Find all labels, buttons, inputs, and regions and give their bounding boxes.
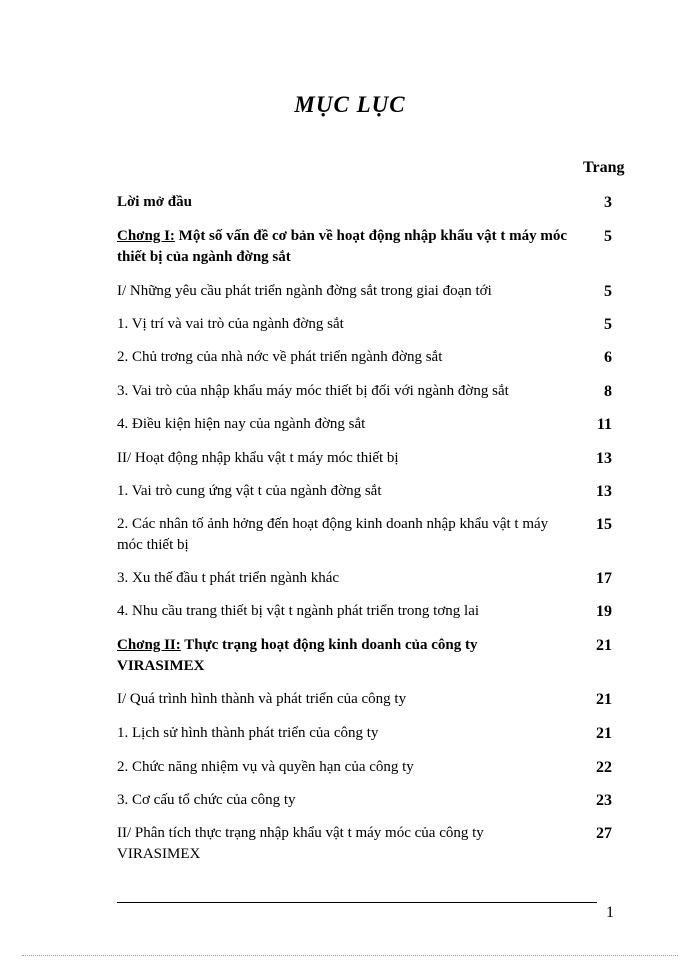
toc-entry-page: 3 [604,194,612,211]
toc-entry-page: 21 [596,637,612,654]
toc-entry-page: 13 [596,483,612,500]
toc-entry-text [117,226,567,268]
toc-entry [117,448,612,469]
chapter-title: Thực trạng hoạt động kinh doanh của công ty VIRASIMEX [117,637,478,674]
toc-entry-text: II/ Phân tích thực trạng nhập khẩu vật t máy móc của công ty VIRASIMEX [117,825,484,862]
toc-entry-page: 8 [604,383,612,400]
toc-entry [117,314,612,335]
toc-entry [117,723,612,744]
page-bottom-border [22,955,678,956]
toc-entry-page: 13 [596,450,612,467]
toc-entry [117,481,612,502]
chapter-label: Chơng II: [117,637,181,653]
toc-entry-page: 27 [596,825,612,842]
chapter-title: Một số vấn đề cơ bản về hoạt động nhập khẩu vật t máy móc thiết bị của ngành đờng sắt [117,228,568,265]
toc-entry-page: 11 [596,416,612,433]
toc-entry-text: 2. Chức năng nhiệm vụ và quyền hạn của công ty [117,759,414,775]
toc-chapter-entry [117,635,612,677]
toc-entry-text: II/ Hoạt động nhập khẩu vật t máy móc thiết bị [117,450,399,466]
toc-entry-page: 6 [604,349,612,366]
toc-entry-text: 2. Các nhân tố ảnh hởng đến hoạt động kinh doanh nhập khẩu vật t máy móc thiết bị [117,516,549,553]
toc-entry-page: 15 [596,516,612,533]
toc-entry-page: 21 [596,691,612,708]
toc-entry-page: 5 [604,316,612,333]
toc-entry-text: 3. Vai trò của nhập khẩu máy móc thiết bị đối với ngành đờng sắt [117,383,509,399]
toc-entry-page: 23 [596,792,612,809]
toc-entry-page: 5 [604,228,612,245]
toc-entry-text: I/ Những yêu cầu phát triển ngành đờng sắt trong giai đoạn tới [117,283,492,299]
toc-entry-page: 17 [596,570,612,587]
toc-entry [117,823,612,865]
toc-entry-text: 1. Vị trí và vai trò của ngành đờng sắt [117,316,344,332]
toc-entry-text: 1. Lịch sử hình thành phát triển của công ty [117,725,379,741]
toc-entry [117,381,612,402]
toc-entry [117,790,612,811]
toc-entry [117,601,612,622]
toc-entry [117,757,612,778]
toc-entry-page: 21 [596,725,612,742]
footer-divider [117,902,597,903]
toc-entry [117,689,612,710]
page-column-header: Trang [583,159,625,176]
toc-entry-page: 5 [604,283,612,300]
toc-entry [117,347,612,368]
chapter-label: Chơng I: [117,228,175,244]
toc-entry-page: 22 [596,759,612,776]
footer-page-number: 1 [606,904,614,921]
toc-entry [117,568,612,589]
toc-entry-text: 3. Cơ cấu tổ chức của công ty [117,792,296,808]
toc-entry [117,514,612,556]
toc-chapter-entry [117,226,612,268]
toc-entry [117,281,612,302]
toc-entry-text: 1. Vai trò cung ứng vật t của ngành đờng sắt [117,483,382,499]
page-title: MỤC LỤC [294,92,406,117]
toc-entry [117,414,612,435]
toc-entry-text: I/ Quá trình hình thành và phát triển của công ty [117,691,407,707]
toc-entry [117,192,612,213]
toc-entry-text: 4. Điều kiện hiện nay của ngành đờng sắt [117,416,366,432]
toc-entry-text: 3. Xu thế đầu t phát triển ngành khác [117,570,340,586]
toc-entry-text: Lời mở đầu [117,194,192,210]
toc-entry-text: 4. Nhu cầu trang thiết bị vật t ngành phát triển trong tơng lai [117,603,480,619]
toc-entry-page: 19 [596,603,612,620]
toc-entry-text [117,635,567,677]
toc-entry-text: 2. Chủ trơng của nhà nớc về phát triển ngành đờng sắt [117,349,443,365]
